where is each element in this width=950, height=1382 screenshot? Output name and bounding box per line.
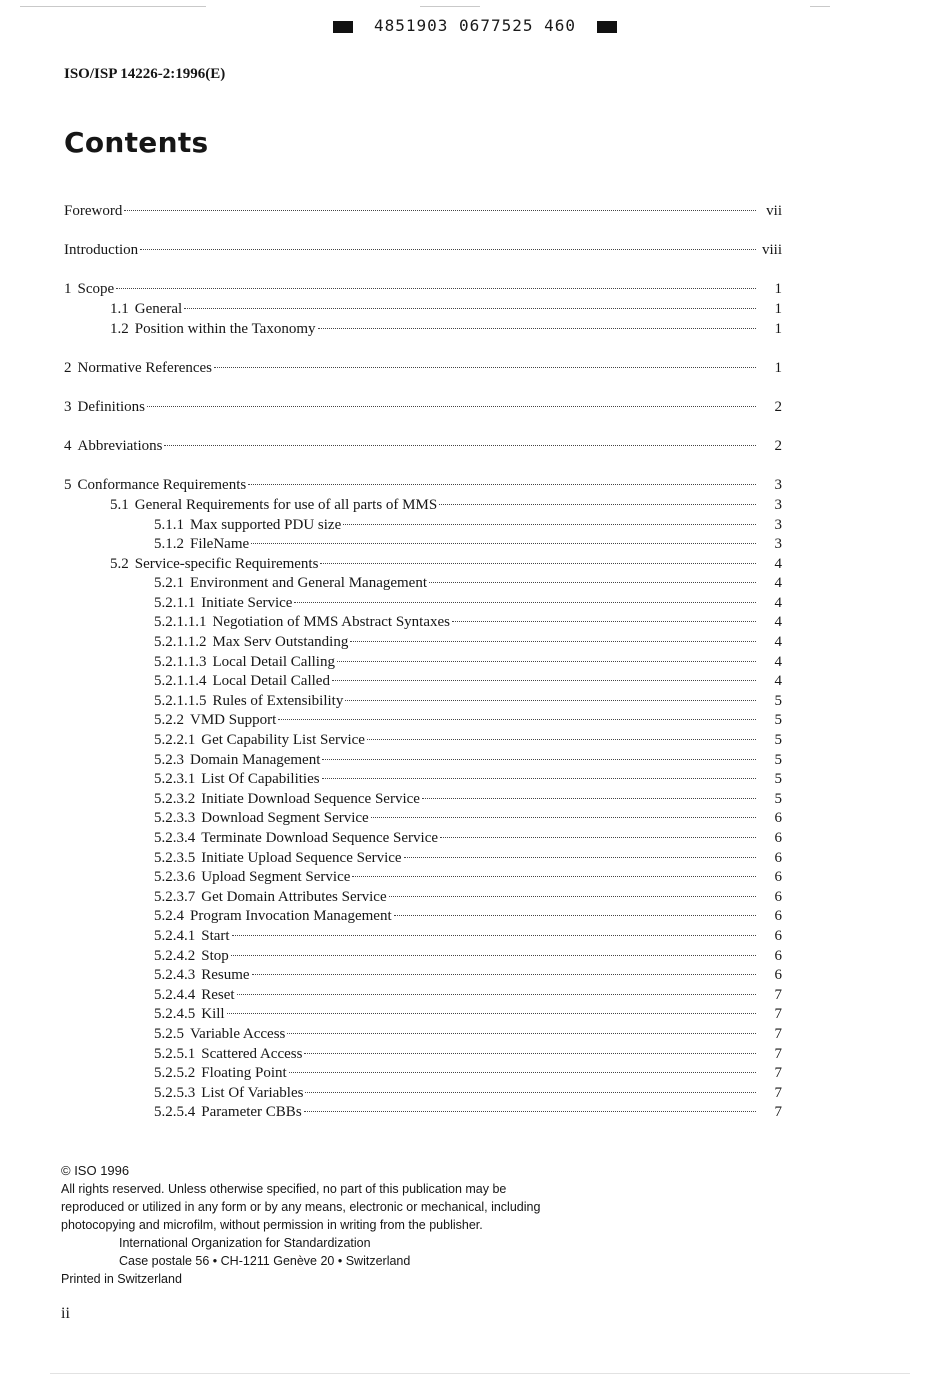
toc-entry-page: 4 (774, 555, 782, 572)
toc-entry-page: 5 (774, 771, 782, 788)
toc-entry[interactable] (64, 437, 782, 457)
toc-entry-page: 4 (774, 653, 782, 670)
toc-entry[interactable] (64, 613, 782, 633)
toc-entry-label: Max supported PDU size (190, 516, 342, 533)
toc-entry[interactable] (64, 574, 782, 594)
toc-entry-page: 6 (774, 830, 782, 846)
toc-entry[interactable] (64, 359, 782, 379)
toc-entry-number: 5.2.2 (154, 712, 184, 729)
dot-leader (232, 935, 756, 936)
toc-entry[interactable] (64, 868, 782, 888)
toc-entry-page: 6 (774, 849, 782, 866)
toc-entry[interactable] (64, 731, 782, 751)
dot-leader (394, 915, 756, 916)
toc-entry-number: 5.2.5.2 (154, 1065, 196, 1082)
scan-edge-line (20, 6, 206, 7)
dot-leader (337, 661, 756, 662)
dot-leader (367, 739, 756, 740)
toc-entry-page: 5 (774, 712, 782, 729)
dot-leader (248, 484, 756, 485)
organization-address: Case postale 56 • CH-1211 Genève 20 • Switzerland (119, 1254, 411, 1268)
toc-entry-page: 5 (774, 790, 782, 807)
toc-entry-page: 1 (774, 359, 782, 376)
dot-leader (231, 955, 756, 956)
toc-entry-label: Scope (77, 281, 115, 298)
barcode-header (0, 16, 950, 35)
toc-entry[interactable] (64, 633, 782, 653)
dot-leader (252, 974, 756, 975)
toc-entry[interactable] (64, 966, 782, 986)
toc-entry-page: 5 (774, 751, 782, 768)
toc-entry-number: 5.1 (110, 496, 129, 513)
toc-entry[interactable] (64, 770, 782, 790)
toc-entry-page: 4 (774, 575, 782, 592)
dot-leader (322, 778, 756, 779)
dot-leader (439, 504, 756, 505)
toc-entry-page: 4 (774, 634, 782, 651)
dot-leader (289, 1072, 756, 1073)
toc-entry-number: 5.2.1 (154, 575, 184, 592)
toc-entry[interactable] (64, 476, 782, 496)
toc-entry-label: Foreword (64, 203, 123, 219)
toc-entry-number: 5.2 (110, 555, 129, 572)
toc-entry[interactable] (64, 398, 782, 418)
toc-entry[interactable] (64, 300, 782, 320)
rights-line: photocopying and microfilm, without permission in writing from the publisher. (61, 1218, 483, 1232)
toc-entry-number: 5.1.2 (154, 536, 184, 553)
toc-entry-label: List Of Variables (201, 1084, 304, 1101)
toc-entry-label: List Of Capabilities (201, 771, 320, 788)
dot-leader (251, 543, 756, 544)
toc-entry-page: 6 (774, 810, 782, 827)
toc-entry-page: 4 (774, 673, 782, 690)
toc-entry-number: 5.2.3.1 (154, 771, 196, 788)
toc-entry-number: 5.2.3.2 (154, 790, 196, 807)
dot-leader (422, 798, 756, 799)
toc-entry-number: 5.2.1.1.5 (154, 692, 207, 709)
toc-entry-label: Kill (201, 1006, 225, 1023)
toc-entry[interactable] (64, 907, 782, 927)
barcode-block-right (597, 21, 617, 33)
toc-entry-number: 1.1 (110, 300, 129, 317)
toc-entry[interactable] (64, 535, 782, 555)
toc-entry-number: 1 (64, 281, 72, 298)
toc-entry[interactable] (64, 1005, 782, 1025)
toc-entry[interactable] (64, 790, 782, 810)
toc-entry-label: Position within the Taxonomy (134, 320, 316, 337)
dot-leader (147, 406, 756, 407)
toc-entry-label: Variable Access (190, 1025, 286, 1042)
toc-entry-label: Max Serv Outstanding (212, 634, 349, 651)
toc-entry[interactable] (64, 1084, 782, 1104)
dot-leader (164, 445, 756, 446)
toc-entry[interactable] (64, 280, 782, 300)
organization-name: International Organization for Standardization (119, 1236, 371, 1250)
toc-entry-label: Start (201, 927, 230, 944)
dot-leader (214, 367, 756, 368)
scan-edge-line (810, 6, 830, 7)
toc-entry-label: Parameter CBBs (201, 1104, 302, 1121)
toc-entry-label: Local Detail Calling (212, 653, 335, 670)
toc-entry-number: 5.2.3.4 (154, 830, 196, 846)
toc-entry-number: 5.2.4.1 (154, 927, 196, 944)
toc-entry-label: Initiate Upload Sequence Service (201, 849, 402, 866)
page-title: Contents (64, 126, 209, 159)
dot-leader (345, 700, 756, 701)
toc-entry-page: 7 (774, 1065, 782, 1082)
toc-entry-label: Reset (201, 986, 235, 1003)
toc-entry-number: 5.1.1 (154, 516, 184, 533)
toc-entry-page: 5 (774, 732, 782, 749)
toc-entry-page: 2 (774, 398, 782, 415)
toc-entry-label: Definitions (77, 398, 145, 415)
toc-entry-number: 5.2.4.5 (154, 1006, 196, 1023)
barcode-text: 4851903 0677525 460 (373, 16, 577, 35)
toc-entry-number: 2 (64, 359, 72, 376)
toc-entry-number: 5.2.3.6 (154, 869, 196, 886)
toc-entry-number: 5.2.1.1.1 (154, 614, 207, 631)
toc-entry-label: Stop (201, 947, 229, 964)
dot-leader (304, 1111, 756, 1112)
scan-edge-line (50, 1373, 910, 1374)
toc-entry-number: 5.2.4.3 (154, 967, 196, 984)
toc-entry-page: 3 (774, 496, 782, 513)
toc-entry-number: 5.2.1.1 (154, 594, 196, 611)
dot-leader (124, 210, 756, 211)
barcode-block-left (333, 21, 353, 33)
toc-entry-number: 5.2.4.2 (154, 947, 196, 964)
toc-entry-label: Floating Point (201, 1065, 287, 1082)
toc-entry-number: 3 (64, 398, 72, 415)
toc-entry-number: 5.2.5.1 (154, 1045, 196, 1062)
dot-leader (322, 759, 756, 760)
dot-leader (343, 524, 756, 525)
dot-leader (440, 837, 756, 838)
toc-entry-number: 5 (64, 477, 72, 494)
toc-entry[interactable] (64, 672, 782, 692)
toc-entry-label: Introduction (64, 242, 139, 259)
toc-entry-label: Negotiation of MMS Abstract Syntaxes (212, 614, 450, 631)
toc-entry-number: 5.2.5 (154, 1025, 184, 1042)
toc-entry-page: 6 (774, 908, 782, 925)
toc-entry[interactable] (64, 692, 782, 712)
toc-entry[interactable] (64, 320, 782, 340)
dot-leader (227, 1013, 756, 1014)
toc-entry-page: 3 (774, 536, 782, 553)
printed-in: Printed in Switzerland (61, 1272, 182, 1286)
toc-entry-label: Local Detail Called (212, 673, 330, 690)
page-number: ii (61, 1305, 70, 1322)
toc-entry-number: 5.2.2.1 (154, 732, 196, 749)
toc-entry-page: 6 (774, 967, 782, 984)
toc-entry-label: Service-specific Requirements (134, 555, 319, 572)
dot-leader (140, 249, 756, 250)
toc-entry-label: Resume (201, 967, 250, 984)
toc-entry-page: 6 (774, 927, 782, 944)
dot-leader (304, 1053, 756, 1054)
toc-entry-label: Download Segment Service (201, 810, 369, 827)
toc-entry[interactable] (64, 927, 782, 947)
dot-leader (294, 602, 756, 603)
toc-entry[interactable] (64, 751, 782, 771)
toc-entry-label: Upload Segment Service (201, 869, 351, 886)
dot-leader (350, 641, 756, 642)
toc-entry-label: Conformance Requirements (77, 477, 247, 494)
toc-entry-page: 6 (774, 888, 782, 905)
toc-entry[interactable] (64, 653, 782, 673)
toc-entry-number: 5.2.1.1.4 (154, 673, 207, 690)
toc-entry[interactable] (64, 516, 782, 536)
toc-entry-page: 7 (774, 1084, 782, 1101)
dot-leader (305, 1092, 756, 1093)
toc-entry[interactable] (64, 947, 782, 967)
toc-entry-label: General (134, 300, 183, 317)
toc-entry-page: 5 (774, 692, 782, 709)
rights-line: All rights reserved. Unless otherwise specified, no part of this publication may be (61, 1182, 507, 1196)
toc-entry-label: Get Domain Attributes Service (201, 888, 387, 905)
toc-entry-label: FileName (190, 536, 250, 553)
table-of-contents (64, 202, 782, 1123)
toc-entry-label: Program Invocation Management (190, 908, 392, 925)
toc-entry-label: Rules of Extensibility (212, 692, 344, 709)
toc-entry-number: 5.2.5.4 (154, 1104, 196, 1121)
dot-leader (352, 876, 756, 877)
toc-entry-label: Normative References (77, 359, 213, 376)
toc-entry-page: 1 (774, 300, 782, 317)
toc-entry-page: 6 (774, 947, 782, 964)
toc-entry[interactable] (64, 849, 782, 869)
dot-leader (320, 563, 756, 564)
toc-entry[interactable] (64, 986, 782, 1006)
toc-entry-label: VMD Support (190, 712, 277, 729)
document-id: ISO/ISP 14226-2:1996(E) (64, 66, 226, 82)
toc-entry-number: 5.2.5.3 (154, 1084, 196, 1101)
toc-entry-label: Terminate Download Sequence Service (201, 830, 439, 846)
scan-edge-line (420, 6, 480, 7)
dot-leader (371, 817, 756, 818)
dot-leader (184, 308, 756, 309)
toc-entry-page: 3 (774, 477, 782, 494)
toc-entry-page: 2 (774, 438, 782, 455)
dot-leader (318, 328, 756, 329)
toc-entry[interactable] (64, 1103, 782, 1123)
toc-entry[interactable] (64, 594, 782, 614)
toc-entry-page: 1 (774, 281, 782, 298)
toc-entry-label: Initiate Download Sequence Service (201, 790, 420, 807)
dot-leader (332, 680, 756, 681)
toc-entry-page: viii (761, 242, 782, 259)
toc-entry-number: 1.2 (110, 320, 129, 337)
toc-entry-number: 5.2.3.3 (154, 810, 196, 827)
toc-entry-label: General Requirements for use of all parts of MMS (134, 496, 438, 513)
toc-entry-page: 6 (774, 869, 782, 886)
toc-entry[interactable] (64, 1045, 782, 1065)
toc-entry-number: 5.2.4.4 (154, 986, 196, 1003)
toc-entry-page: 4 (774, 614, 782, 631)
copyright-notice (61, 1162, 621, 1288)
toc-entry-page: 7 (774, 986, 782, 1003)
dot-leader (404, 857, 756, 858)
dot-leader (278, 719, 756, 720)
toc-entry-number: 5.2.3.7 (154, 888, 196, 905)
toc-entry-label: Scattered Access (201, 1045, 303, 1062)
toc-entry-page: 3 (774, 516, 782, 533)
dot-leader (287, 1033, 756, 1034)
toc-entry[interactable] (64, 202, 782, 222)
toc-entry-page: 4 (774, 594, 782, 611)
toc-entry[interactable] (64, 1064, 782, 1084)
toc-entry-number: 5.2.1.1.2 (154, 634, 207, 651)
dot-leader (452, 621, 756, 622)
toc-entry-number: 5.2.1.1.3 (154, 653, 207, 670)
toc-entry-page: 7 (774, 1104, 782, 1121)
toc-entry-label: Abbreviations (77, 438, 163, 455)
toc-entry-page: 7 (774, 1045, 782, 1062)
toc-entry[interactable] (64, 1025, 782, 1045)
toc-entry[interactable] (64, 809, 782, 829)
rights-line: reproduced or utilized in any form or by any means, electronic or mechanical, including (61, 1200, 541, 1214)
toc-entry[interactable] (64, 829, 782, 849)
toc-entry-number: 5.2.3.5 (154, 849, 196, 866)
toc-entry[interactable] (64, 888, 782, 908)
toc-entry-page: vii (766, 203, 782, 219)
toc-entry[interactable] (64, 711, 782, 731)
toc-entry[interactable] (64, 241, 782, 261)
toc-entry-page: 1 (774, 320, 782, 337)
dot-leader (389, 896, 756, 897)
toc-entry-page: 7 (774, 1006, 782, 1023)
toc-entry-number: 5.2.3 (154, 751, 184, 768)
dot-leader (116, 288, 756, 289)
toc-entry[interactable] (64, 555, 782, 575)
toc-entry-label: Initiate Service (201, 594, 293, 611)
toc-entry-label: Get Capability List Service (201, 732, 365, 749)
toc-entry-number: 5.2.4 (154, 908, 184, 925)
toc-entry-number: 4 (64, 438, 72, 455)
dot-leader (237, 994, 756, 995)
toc-entry[interactable] (64, 496, 782, 516)
copyright-line: © ISO 1996 (61, 1163, 130, 1178)
dot-leader (429, 582, 756, 583)
toc-entry-label: Domain Management (190, 751, 321, 768)
toc-entry-page: 7 (774, 1025, 782, 1042)
toc-entry-label: Environment and General Management (190, 575, 427, 592)
